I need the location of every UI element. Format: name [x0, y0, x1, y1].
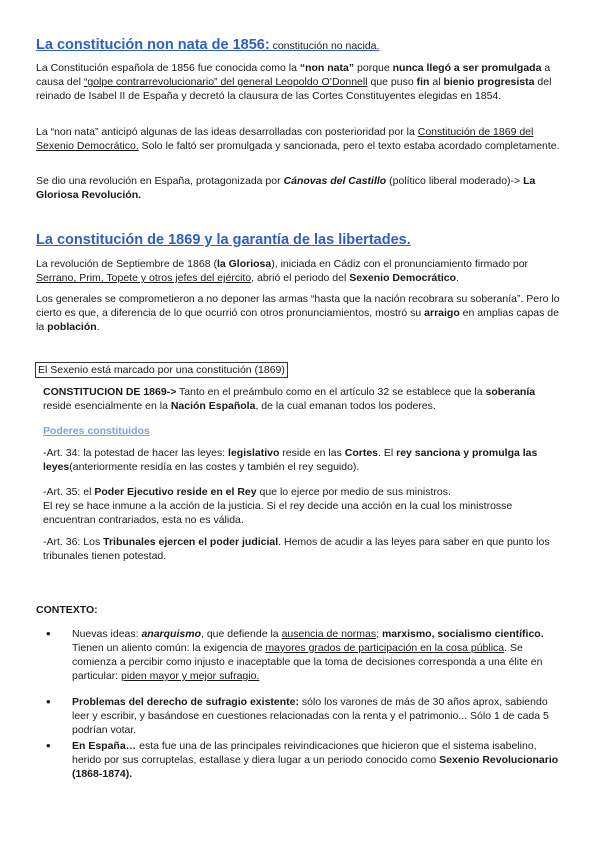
article-34: -Art. 34: la potestad de hacer las leyes: legislativo reside en las Cortes. El rey sanciona y promulga las leyes(anteriormente residía en las costes y también el rey seguido).: [43, 447, 538, 473]
article-35: -Art. 35: el Poder Ejecutivo reside en el Rey que lo ejerce por medio de sus ministros. El rey se hace inmune a la acción de la justicia. Si el rey decide una acción en la cual los ministrosse encuentran contrariados, esta no es válida.: [43, 486, 513, 526]
poderes-constituidos-heading: Poderes constituidos: [43, 425, 150, 437]
list-item-espana: • En España… esta fue una de las principales reivindicaciones que hicieron que el sistema isabelino, herido por sus corruptelas, estallase y diera lugar a un periodo conocido como Sexenio Revolucionario (1868-1874).: [72, 739, 564, 781]
paragraph-generales: Los generales se comprometieron a no deponer las armas “hasta que la nación recobrara su soberanía”. Pero lo cierto es que, a diferencia de lo que ocurrió con otros pronunciamientos, mostró su arraigo en amplias capas de la población.: [36, 293, 560, 333]
section-1-subtitle: constitución no nacida.: [269, 40, 380, 52]
article-36: -Art. 36: Los Tribunales ejercen el poder judicial. Hemos de acudir a las leyes para saber en que punto los tribunales tienen potestad.: [43, 536, 550, 562]
section-1-header: [36, 36, 576, 54]
section-1-title: La constitución non nata de 1856:: [36, 37, 270, 53]
paragraph-non-nata-ideas: La “non nata” anticipó algunas de las ideas desarrolladas con posterioridad por la Constitución de 1869 del Sexenio Democrático. Solo le faltó ser promulgada y sancionada, pero el texto estaba acordado completamente.: [36, 126, 560, 152]
contexto-list: [72, 627, 564, 683]
list-item-nuevas-ideas: • Nuevas ideas: anarquismo, que defiende la ausencia de normas; marxismo, socialismo científico. Tienen un aliento común: la exigencia de mayores grados de participación en la cosa pública. Se comienza a percibir como injusto e inaceptable que la toma de decisiones corresponda a una élite en particular: piden mayor y mejor sufragio.: [72, 627, 564, 683]
contexto-list-2: [72, 695, 564, 781]
paragraph-constitucion-1869: CONSTITUCION DE 1869-> Tanto en el preámbulo como en el artículo 32 se establece que la soberanía reside esencialmente en la Nación Española, de la cual emanan todos los poderes.: [43, 386, 536, 412]
paragraph-non-nata-intro: La Constitución española de 1856 fue conocida como la “non nata” porque nunca llegó a ser promulgada a causa del “golpe contrarrevolucionario” del general Leopoldo O’Donnell que puso fin al bienio progresista del reinado de Isabel II de España y decretó la clausura de las Cortes Constituyentes elegidas en 1854.: [36, 62, 552, 102]
paragraph-gloriosa: Se dio una revolución en España, protagonizada por Cánovas del Castillo (político liberal moderado)-> La Gloriosa Revolución.: [36, 175, 536, 201]
contexto-heading: CONTEXTO:: [36, 604, 98, 616]
link-golpe: “golpe contrarrevolucionario” del general Leopoldo O’Donnell: [83, 76, 368, 88]
sexenio-box: El Sexenio está marcado por una constitución (1869): [35, 362, 288, 378]
section-2-title: La constitución de 1869 y la garantía de las libertades.: [36, 232, 411, 248]
paragraph-revolucion-1868: La revolución de Septiembre de 1868 (la Gloriosa), iniciada en Cádiz con el pronunciamiento firmado por Serrano, Prim, Topete y otros jefes del ejército, abrió el periodo del Sexenio Democrático.: [36, 258, 529, 284]
list-item-sufragio: • Problemas del derecho de sufragio existente: sólo los varones de más de 30 años aprox, sabiendo leer y escribir, y basándose en cuestiones relacionadas con la renta y el patrimonio... Sólo 1 de cada 5 podrían votar.: [72, 695, 564, 737]
